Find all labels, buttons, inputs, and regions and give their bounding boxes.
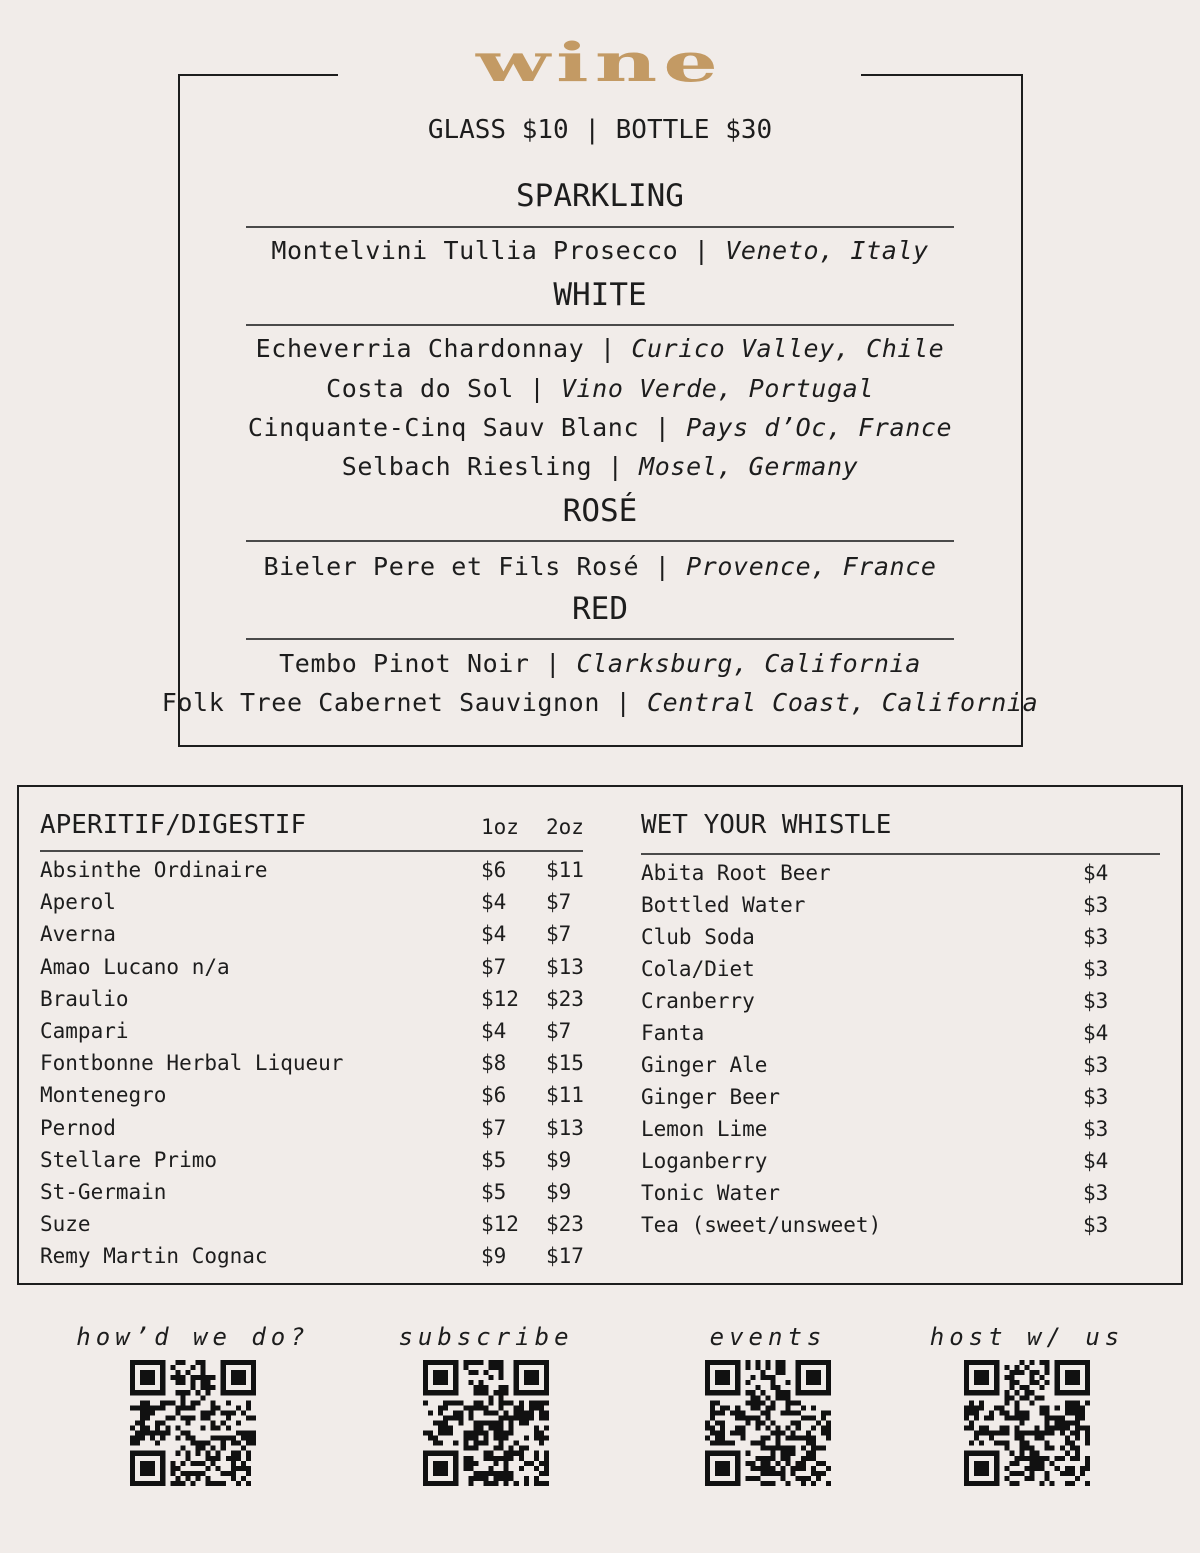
aperitif-item-name: Fontbonne Herbal Liqueur bbox=[40, 1051, 344, 1076]
qr-code-icon[interactable] bbox=[423, 1360, 549, 1486]
aperitif-item-name: Braulio bbox=[40, 986, 129, 1011]
wine-region: Central Coast, California bbox=[646, 688, 1039, 717]
aperitif-item-price-oz2: $23 bbox=[546, 1212, 584, 1237]
aperitif-item-name: Amao Lucano n/a bbox=[40, 954, 230, 979]
whistle-item-name: Bottled Water bbox=[641, 893, 806, 917]
wine-name: Echeverria Chardonnay bbox=[255, 334, 585, 363]
wine-name: Folk Tree Cabernet Sauvignon bbox=[161, 688, 600, 717]
whistle-item-price: $3 bbox=[1083, 1117, 1109, 1141]
qr-label: how’d we do? bbox=[76, 1323, 310, 1351]
wine-region: Provence, France bbox=[686, 552, 937, 581]
whistle-item-price: $3 bbox=[1083, 957, 1109, 981]
aperitif-item-price-oz1: $5 bbox=[481, 1180, 507, 1204]
aperitif-item-price-oz2: $23 bbox=[546, 986, 584, 1011]
whistle-item-name: Loganberry bbox=[641, 1149, 768, 1173]
aperitif-item-price-oz2: $9 bbox=[546, 1147, 572, 1172]
wine-title: wine bbox=[476, 31, 724, 94]
aperitif-item-price-oz2: $13 bbox=[546, 1115, 584, 1140]
whistle-item-price: $4 bbox=[1083, 861, 1109, 885]
category-rose: ROSÉ bbox=[562, 493, 638, 529]
wine-region: Clarksburg, California bbox=[576, 649, 921, 678]
whistle-rule bbox=[641, 853, 1160, 855]
aperitif-item-price-oz1: $5 bbox=[481, 1147, 507, 1172]
whistle-item-name: Fanta bbox=[641, 1021, 705, 1045]
category-rule bbox=[246, 226, 954, 228]
whistle-item-name: Ginger Ale bbox=[641, 1053, 768, 1077]
wine-region: Mosel, Germany bbox=[639, 452, 859, 481]
qr-label: host w/ us bbox=[929, 1323, 1125, 1351]
aperitif-item-name: Pernod bbox=[40, 1115, 116, 1140]
aperitif-item-price-oz2: $9 bbox=[546, 1180, 572, 1204]
aperitif-item-name: St-Germain bbox=[40, 1180, 167, 1204]
aperitif-rule bbox=[40, 850, 583, 852]
wine-name: Costa do Sol bbox=[326, 374, 514, 403]
aperitif-item-price-oz2: $7 bbox=[546, 922, 572, 947]
aperitif-item-price-oz1: $8 bbox=[481, 1051, 507, 1076]
aperitif-item-price-oz1: $6 bbox=[481, 1083, 507, 1108]
qr-code-icon[interactable] bbox=[964, 1360, 1090, 1486]
aperitif-item-name: Averna bbox=[40, 922, 116, 947]
aperitif-item-price-oz2: $17 bbox=[546, 1244, 584, 1269]
aperitif-item-price-oz1: $7 bbox=[481, 1115, 507, 1140]
wine-item: Bieler Pere et Fils Rosé | Provence, France bbox=[263, 552, 937, 581]
wine-item: Montelvini Tullia Prosecco | Veneto, Italy bbox=[271, 236, 929, 265]
aperitif-item-name: Remy Martin Cognac bbox=[40, 1244, 268, 1269]
whistle-item-price: $3 bbox=[1083, 1085, 1109, 1109]
whistle-item-name: Ginger Beer bbox=[641, 1085, 781, 1109]
category-sparkling: SPARKLING bbox=[516, 178, 684, 214]
wine-name: Bieler Pere et Fils Rosé bbox=[263, 552, 640, 581]
qr-code-icon[interactable] bbox=[705, 1360, 831, 1486]
whistle-item-price: $3 bbox=[1083, 1181, 1109, 1205]
whistle-item-name: Tonic Water bbox=[641, 1181, 781, 1205]
aperitif-item-price-oz2: $11 bbox=[546, 1083, 584, 1108]
whistle-item-price: $4 bbox=[1083, 1021, 1109, 1045]
wine-name: Montelvini Tullia Prosecco bbox=[271, 236, 679, 265]
whistle-item-price: $3 bbox=[1083, 893, 1109, 917]
whistle-item-price: $3 bbox=[1083, 1053, 1109, 1077]
category-white: WHITE bbox=[553, 277, 647, 313]
aperitif-item-price-oz1: $7 bbox=[481, 954, 507, 979]
aperitif-item-price-oz2: $11 bbox=[546, 858, 584, 882]
qr-label: events bbox=[709, 1323, 827, 1351]
aperitif-item-price-oz2: $7 bbox=[546, 1019, 572, 1043]
wine-pricing: GLASS $10 | BOTTLE $30 bbox=[427, 115, 773, 145]
whistle-item-name: Cola/Diet bbox=[641, 957, 755, 981]
wine-region: Curico Valley, Chile bbox=[631, 334, 945, 363]
wine-item: Cinquante-Cinq Sauv Blanc | Pays d’Oc, France bbox=[247, 413, 953, 442]
wine-item: Echeverria Chardonnay | Curico Valley, Chile bbox=[255, 334, 945, 363]
aperitif-item-name: Absinthe Ordinaire bbox=[40, 858, 268, 882]
aperitif-item-price-oz1: $4 bbox=[481, 922, 507, 947]
whistle-item-name: Abita Root Beer bbox=[641, 861, 831, 885]
aperitif-item-price-oz1: $12 bbox=[481, 986, 519, 1011]
aperitif-item-price-oz1: $6 bbox=[481, 858, 507, 882]
whistle-title: WET YOUR WHISTLE bbox=[641, 810, 892, 840]
aperitif-item-name: Montenegro bbox=[40, 1083, 167, 1108]
aperitif-title: APERITIF/DIGESTIF bbox=[40, 810, 307, 840]
wine-region: Veneto, Italy bbox=[725, 236, 929, 265]
aperitif-item-price-oz2: $13 bbox=[546, 954, 584, 979]
aperitif-item-name: Campari bbox=[40, 1019, 129, 1043]
wine-item: Folk Tree Cabernet Sauvignon | Central Coast, California bbox=[161, 688, 1039, 717]
whistle-item-name: Lemon Lime bbox=[641, 1117, 768, 1141]
whistle-item-price: $3 bbox=[1083, 925, 1109, 949]
wine-name: Tembo Pinot Noir bbox=[279, 649, 530, 678]
wine-item: Tembo Pinot Noir | Clarksburg, California bbox=[279, 649, 921, 678]
wine-name: Cinquante-Cinq Sauv Blanc bbox=[247, 413, 640, 442]
aperitif-item-price-oz2: $15 bbox=[546, 1051, 584, 1076]
aperitif-item-name: Aperol bbox=[40, 890, 116, 915]
wine-item: Costa do Sol | Vino Verde, Portugal bbox=[326, 374, 874, 403]
wine-item: Selbach Riesling | Mosel, Germany bbox=[341, 452, 859, 481]
wine-region: Pays d’Oc, France bbox=[686, 413, 953, 442]
wine-region: Vino Verde, Portugal bbox=[560, 374, 874, 403]
whistle-item-price: $3 bbox=[1083, 1213, 1109, 1237]
whistle-item-name: Club Soda bbox=[641, 925, 755, 949]
whistle-item-name: Cranberry bbox=[641, 989, 755, 1013]
category-rule bbox=[246, 324, 954, 326]
aperitif-item-price-oz1: $4 bbox=[481, 890, 507, 915]
whistle-item-price: $4 bbox=[1083, 1149, 1109, 1173]
aperitif-item-price-oz1: $4 bbox=[481, 1019, 507, 1043]
aperitif-col-2oz: 2oz bbox=[546, 815, 584, 839]
aperitif-item-name: Suze bbox=[40, 1212, 91, 1237]
wine-menu-box bbox=[178, 74, 1023, 747]
category-rule bbox=[246, 540, 954, 542]
qr-code-icon[interactable] bbox=[130, 1360, 256, 1486]
aperitif-item-price-oz1: $12 bbox=[481, 1212, 519, 1237]
qr-label: subscribe bbox=[398, 1323, 574, 1351]
aperitif-col-1oz: 1oz bbox=[481, 815, 519, 839]
category-rule bbox=[246, 638, 954, 640]
aperitif-item-name: Stellare Primo bbox=[40, 1147, 218, 1172]
whistle-item-name: Tea (sweet/unsweet) bbox=[641, 1213, 882, 1237]
category-red: RED bbox=[572, 591, 628, 627]
whistle-item-price: $3 bbox=[1083, 989, 1109, 1013]
wine-name: Selbach Riesling bbox=[341, 452, 593, 481]
aperitif-item-price-oz1: $9 bbox=[481, 1244, 507, 1269]
aperitif-item-price-oz2: $7 bbox=[546, 890, 572, 915]
